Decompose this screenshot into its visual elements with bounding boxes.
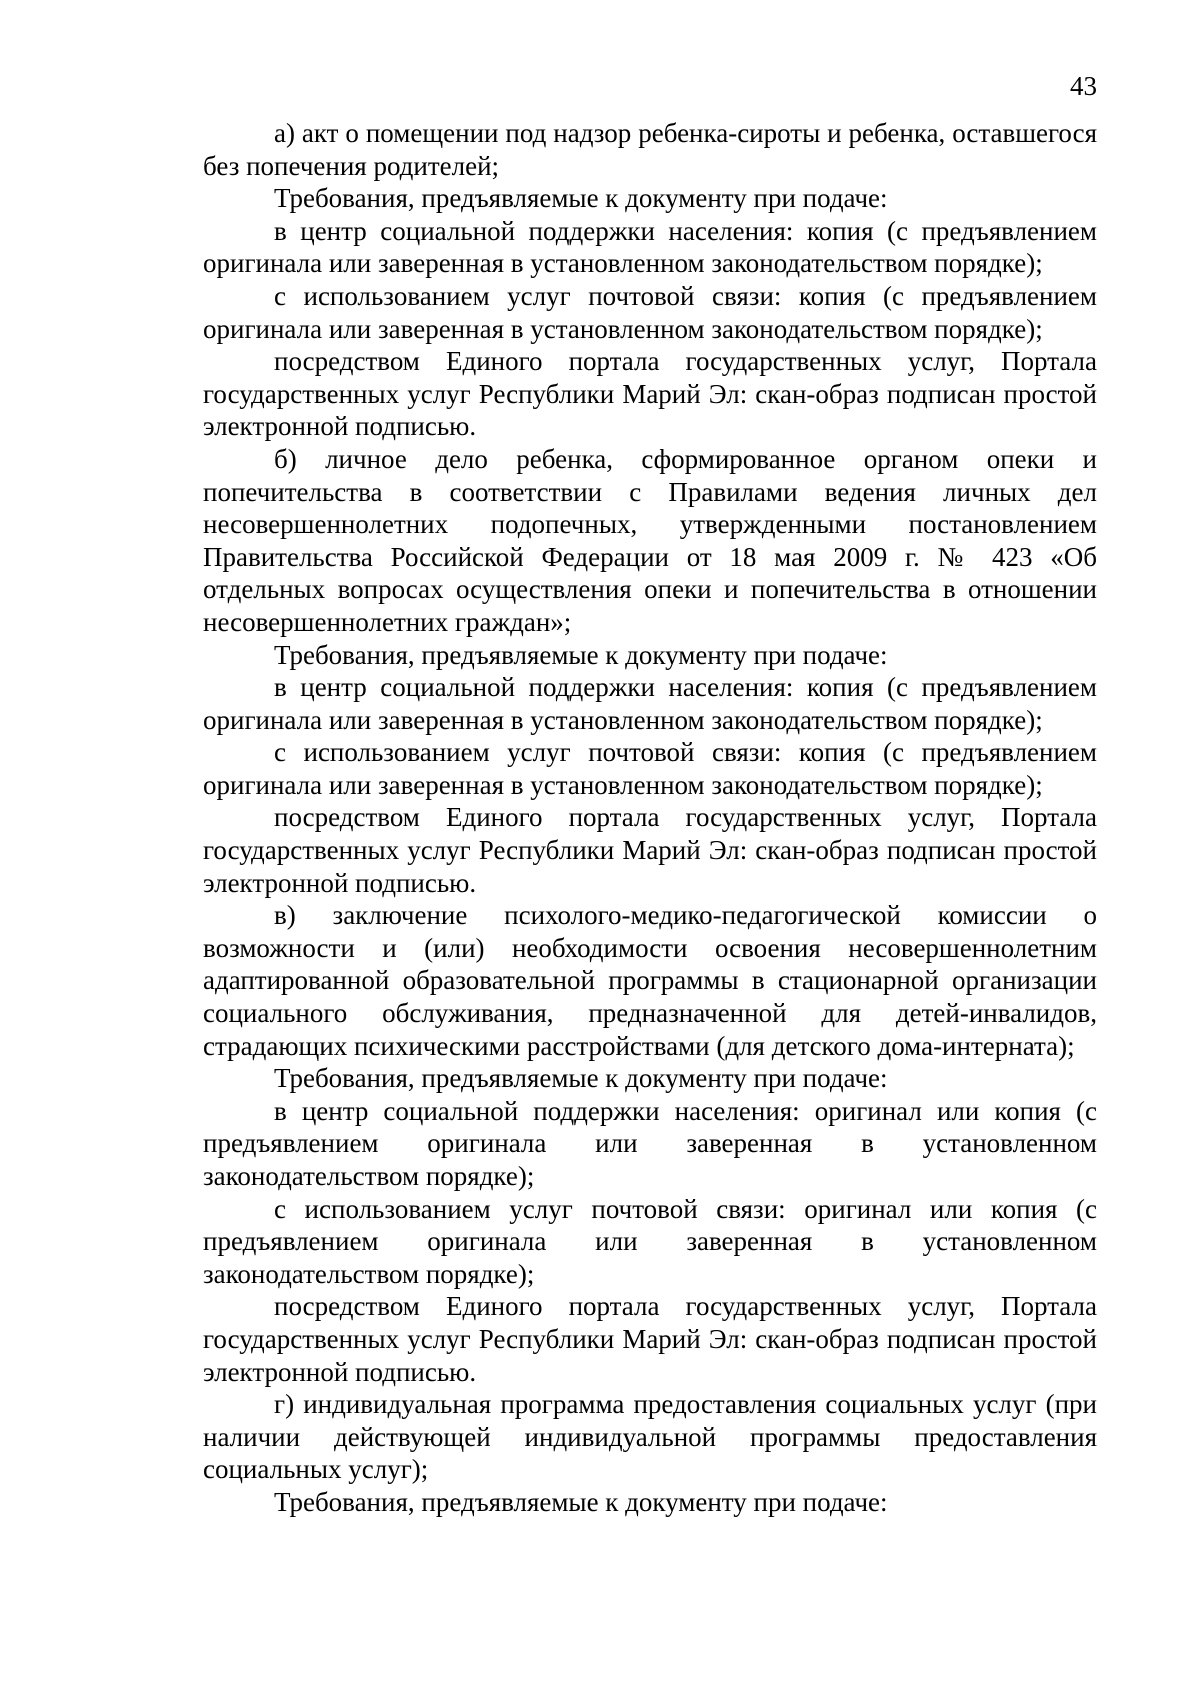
paragraph-requirements-heading: Требования, предъявляемые к документу при подаче: xyxy=(274,1063,888,1094)
paragraph-postal-service: с использованием услуг почтовой связи: копия (с предъявлением оригинала или заверенная в установленном законодательством порядке); xyxy=(203,280,1097,344)
paragraph-public-services-portal: посредством Единого портала государственных услуг, Портала государственных услуг Республики Марий Эл: скан-образ подписан простой электронной подписью. xyxy=(203,1291,1097,1387)
paragraph-public-services-portal: посредством Единого портала государственных услуг, Портала государственных услуг Республики Марий Эл: скан-образ подписан простой электронной подписью. xyxy=(203,346,1097,442)
paragraph-social-support-center: в центр социальной поддержки населения: копия (с предъявлением оригинала или заверенная в установленном законодательством порядке); xyxy=(203,215,1097,279)
paragraph-postal-service: с использованием услуг почтовой связи: копия (с предъявлением оригинала или заверенная в установленном законодательством порядке); xyxy=(203,737,1097,800)
paragraph-item-v: в) заключение психолого-медико-педагогической комиссии о возможности и (или) необходимости освоения несовершеннолетним адаптированной образовательной программы в стационарной организации социального обслуживания, предназначенной для детей-инвалидов, страдающих психическими расстройствами (для детского дома-интерната); xyxy=(203,900,1097,1061)
paragraph-item-a: а) акт о помещении под надзор ребенка-сироты и ребенка, оставшегося без попечения родителей; xyxy=(203,118,1097,181)
paragraph-social-support-center: в центр социальной поддержки населения: копия (с предъявлением оригинала или заверенная в установленном законодательством порядке); xyxy=(203,672,1097,735)
paragraph-requirements-heading: Требования, предъявляемые к документу при подаче: xyxy=(274,183,888,214)
page-number: 43 xyxy=(1070,71,1097,101)
paragraph-social-support-center: в центр социальной поддержки населения: оригинал или копия (с предъявлением оригинала или заверенная в установленном законодательством порядке); xyxy=(203,1095,1097,1191)
paragraph-public-services-portal: посредством Единого портала государственных услуг, Портала государственных услуг Республики Марий Эл: скан-образ подписан простой электронной подписью. xyxy=(203,802,1097,898)
document-body xyxy=(203,117,1097,1519)
paragraph-requirements-heading: Требования, предъявляемые к документу при подаче: xyxy=(274,1486,888,1517)
paragraph-item-b: б) личное дело ребенка, сформированное органом опеки и попечительства в соответствии с Правилами ведения личных дел несовершеннолетних подопечных, утвержденными постановлением Правительства Российской Федерации от 18 мая 2009 г. № 423 «Об отдельных вопросах осуществления опеки и попечительства в отношении несовершеннолетних граждан»; xyxy=(203,443,1097,637)
paragraph-requirements-heading: Требования, предъявляемые к документу при подаче: xyxy=(274,639,888,670)
paragraph-postal-service: с использованием услуг почтовой связи: оригинал или копия (с предъявлением оригинала или заверенная в установленном законодательством порядке); xyxy=(203,1193,1097,1289)
paragraph-item-g: г) индивидуальная программа предоставления социальных услуг (при наличии действующей индивидуальной программы предоставления социальных услуг); xyxy=(203,1389,1097,1485)
